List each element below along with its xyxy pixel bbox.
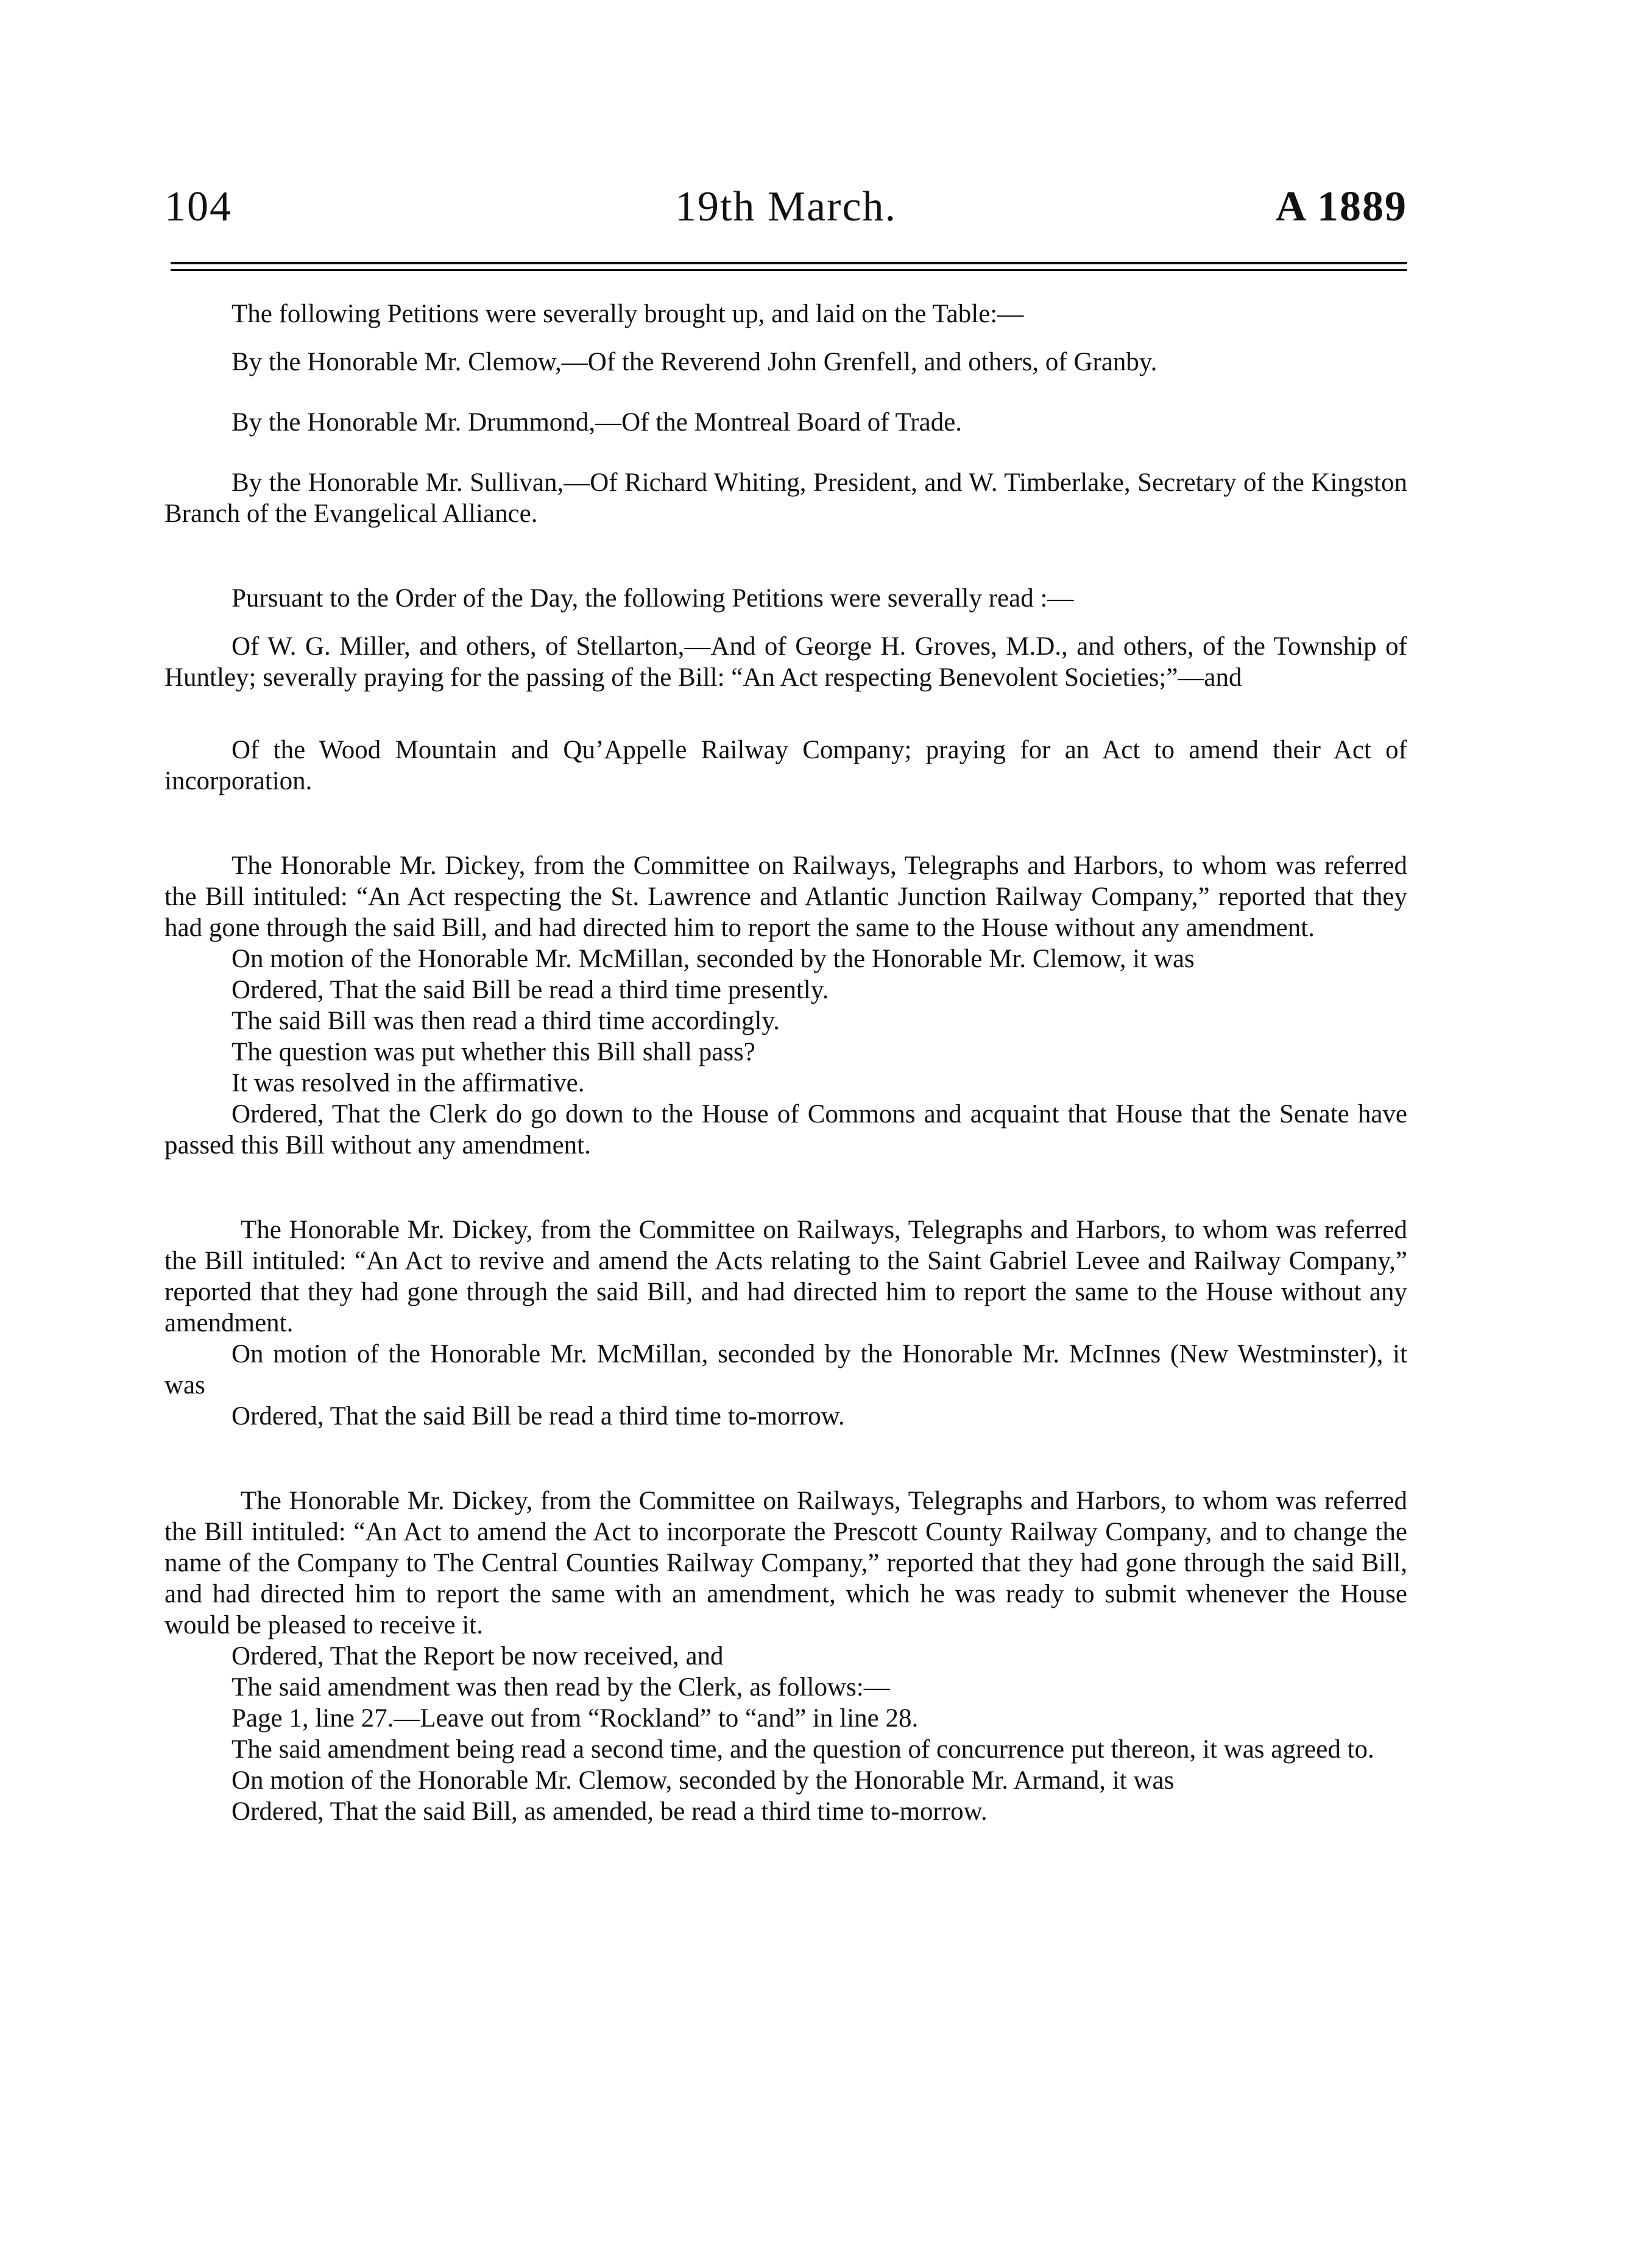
paragraph: The Honorable Mr. Dickey, from the Committee on Railways, Telegraphs and Harbors, to whom was referred the Bill intituled: “An Act to amend the Act to incorporate the Prescott County Railway Company, and to change the name of the Company to The Central Counties Railway Company,” reported that they had gone through the said Bill, and had directed him to report the same with an amendment, which he was ready to submit whenever the House would be pleased to receive it. [164,1487,1407,1639]
page-header [164,183,1407,256]
paragraph: The said amendment was then read by the Clerk, as follows:— [231,1673,890,1702]
paragraph: The following Petitions were severally brought up, and laid on the Table:— [231,300,1024,328]
page-number: 104 [164,183,232,230]
paragraph: Ordered, That the Report be now received, and [231,1642,724,1671]
paragraph: The said Bill was then read a third time accordingly. [231,1007,780,1035]
paragraph: It was resolved in the affirmative. [231,1069,585,1097]
paragraph: On motion of the Honorable Mr. Clemow, seconded by the Honorable Mr. Armand, it was [231,1766,1175,1795]
paragraph: The said amendment being read a second time, and the question of concurrence put thereon, it was agreed to. [231,1735,1374,1764]
page-year: A 1889 [1275,183,1407,230]
paragraph: The Honorable Mr. Dickey, from the Committee on Railways, Telegraphs and Harbors, to whom was referred the Bill intituled: “An Act to revive and amend the Acts relating to the Saint Gabriel Levee and Railway Company,” reported that they had gone through the said Bill, and had directed him to report the same to the House without any amendment. [164,1216,1407,1337]
header-rule [171,262,1407,264]
paragraph: By the Honorable Mr. Clemow,—Of the Reverend John Grenfell, and others, of Granby. [231,348,1157,376]
page-date: 19th March. [674,183,897,230]
paragraph: Ordered, That the said Bill be read a third time presently. [231,976,829,1004]
paragraph: Ordered, That the Clerk do go down to the House of Commons and acquaint that House that the Senate have passed this Bill without any amendment. [164,1100,1407,1160]
paragraph: Ordered, That the said Bill, as amended, be read a third time to-morrow. [231,1797,988,1826]
paragraph: On motion of the Honorable Mr. McMillan, seconded by the Honorable Mr. McInnes (New Westminster), it was [164,1340,1407,1400]
paragraph: The Honorable Mr. Dickey, from the Committee on Railways, Telegraphs and Harbors, to whom was referred the Bill intituled: “An Act respecting the St. Lawrence and Atlantic Junction Railway Company,” reported that they had gone through the said Bill, and had directed him to report the same to the House without any amendment. [164,851,1407,942]
paragraph: By the Honorable Mr. Drummond,—Of the Montreal Board of Trade. [231,408,963,437]
journal-body [164,298,1407,1827]
paragraph: Pursuant to the Order of the Day, the following Petitions were severally read :— [231,584,1074,613]
paragraph: On motion of the Honorable Mr. McMillan, seconded by the Honorable Mr. Clemow, it was [231,945,1195,973]
paragraph: By the Honorable Mr. Sullivan,—Of Richard Whiting, President, and W. Timberlake, Secretary of the Kingston Branch of the Evangelical Alliance. [164,468,1407,528]
paragraph: Of the Wood Mountain and Qu’Appelle Railway Company; praying for an Act to amend their Act of incorporation. [164,736,1407,795]
header-rule-double [171,269,1407,271]
paragraph: Of W. G. Miller, and others, of Stellarton,—And of George H. Groves, M.D., and others, of the Township of Huntley; severally praying for the passing of the Bill: “An Act respecting Benevolent Societies;”—and [164,632,1407,692]
paragraph: Ordered, That the said Bill be read a third time to-morrow. [231,1402,845,1431]
paragraph: The question was put whether this Bill shall pass? [231,1038,755,1066]
paragraph: Page 1, line 27.—Leave out from “Rockland” to “and” in line 28. [231,1704,919,1733]
